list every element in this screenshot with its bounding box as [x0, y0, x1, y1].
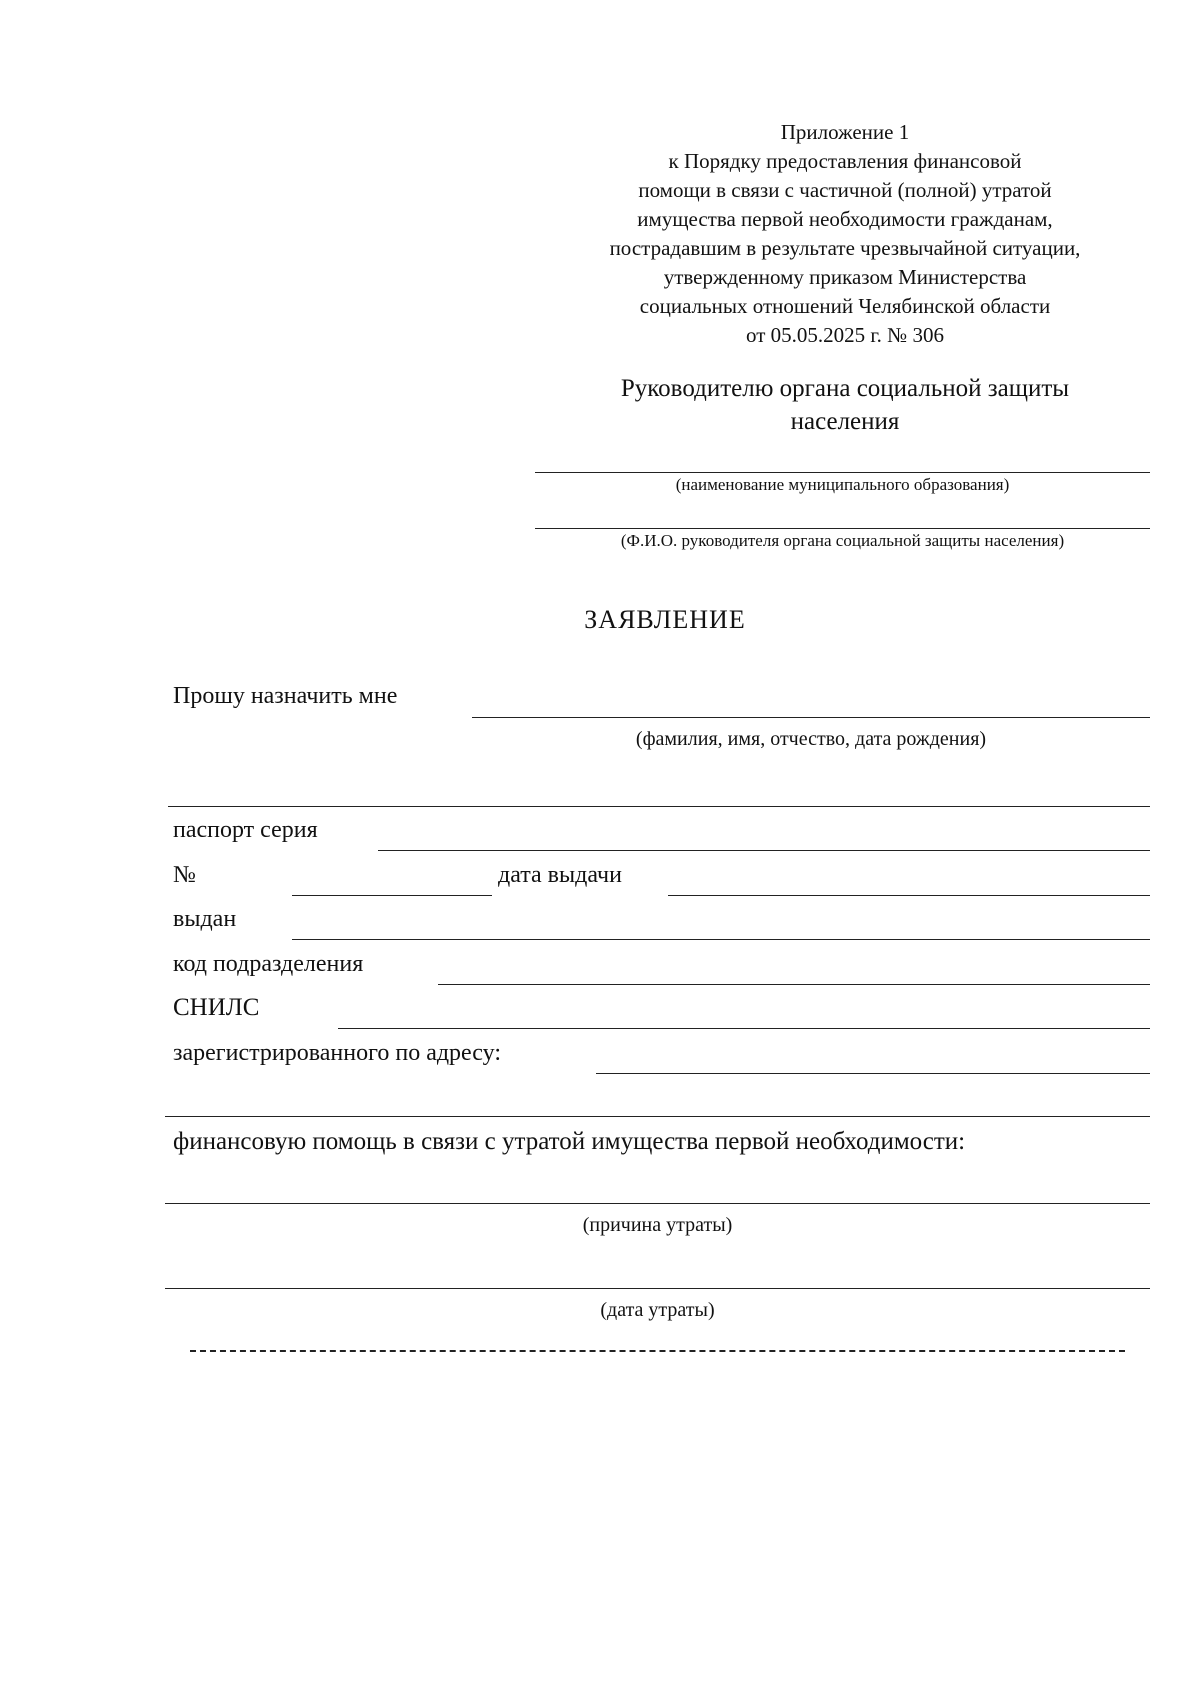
issued-by-label: выдан — [173, 906, 237, 932]
loss-date-field[interactable] — [165, 1288, 1150, 1289]
division-code-label: код подразделения — [173, 951, 364, 977]
municipality-field[interactable] — [535, 472, 1150, 473]
loss-reason-field[interactable] — [165, 1203, 1150, 1204]
head-name-caption: (Ф.И.О. руководителя органа социальной защиты населения) — [620, 531, 1065, 550]
addressee-block — [540, 372, 1150, 438]
person-field[interactable] — [472, 717, 1150, 718]
appendix-line: от 05.05.2025 г. № 306 — [746, 323, 944, 347]
snils-field[interactable] — [338, 1028, 1150, 1029]
person-caption: (фамилия, имя, отчество, дата рождения) — [635, 728, 987, 750]
passport-series-field[interactable] — [378, 850, 1150, 851]
passport-number-label: № — [173, 862, 196, 888]
address-field[interactable] — [596, 1073, 1150, 1074]
address-field-continuation[interactable] — [165, 1116, 1150, 1117]
person-field-continuation[interactable] — [168, 806, 1150, 807]
loss-date-caption: (дата утраты) — [600, 1299, 715, 1321]
addressee-line: населения — [790, 408, 900, 435]
financial-aid-label: финансовую помощь в связи с утратой имущества первой необходимости: — [173, 1128, 966, 1155]
issue-date-label: дата выдачи — [498, 862, 622, 888]
division-code-field[interactable] — [438, 984, 1150, 985]
appendix-line: социальных отношений Челябинской области — [639, 294, 1051, 318]
addressee-line: Руководителю органа социальной защиты — [620, 375, 1070, 402]
loss-reason-caption: (причина утраты) — [582, 1214, 733, 1236]
appendix-line: имущества первой необходимости гражданам, — [637, 207, 1053, 231]
appendix-line: помощи в связи с частичной (полной) утратой — [638, 178, 1052, 202]
appendix-line: утвержденному приказом Министерства — [663, 265, 1027, 289]
appendix-line: к Порядку предоставления финансовой — [668, 149, 1022, 173]
head-name-field[interactable] — [535, 528, 1150, 529]
passport-series-label: паспорт серия — [173, 817, 318, 843]
issue-date-field[interactable] — [668, 895, 1150, 896]
appendix-line: Приложение 1 — [780, 120, 910, 144]
request-label: Прошу назначить мне — [173, 683, 398, 709]
municipality-caption: (наименование муниципального образования) — [675, 475, 1010, 494]
document-title: ЗАЯВЛЕНИЕ — [584, 605, 746, 634]
dashed-separator — [190, 1350, 1125, 1352]
address-label: зарегистрированного по адресу: — [173, 1040, 501, 1066]
appendix-header — [560, 118, 1130, 350]
issued-by-field[interactable] — [292, 939, 1150, 940]
passport-number-field[interactable] — [292, 895, 492, 896]
appendix-line: пострадавшим в результате чрезвычайной ситуации, — [609, 236, 1081, 260]
snils-label: СНИЛС — [173, 994, 260, 1021]
